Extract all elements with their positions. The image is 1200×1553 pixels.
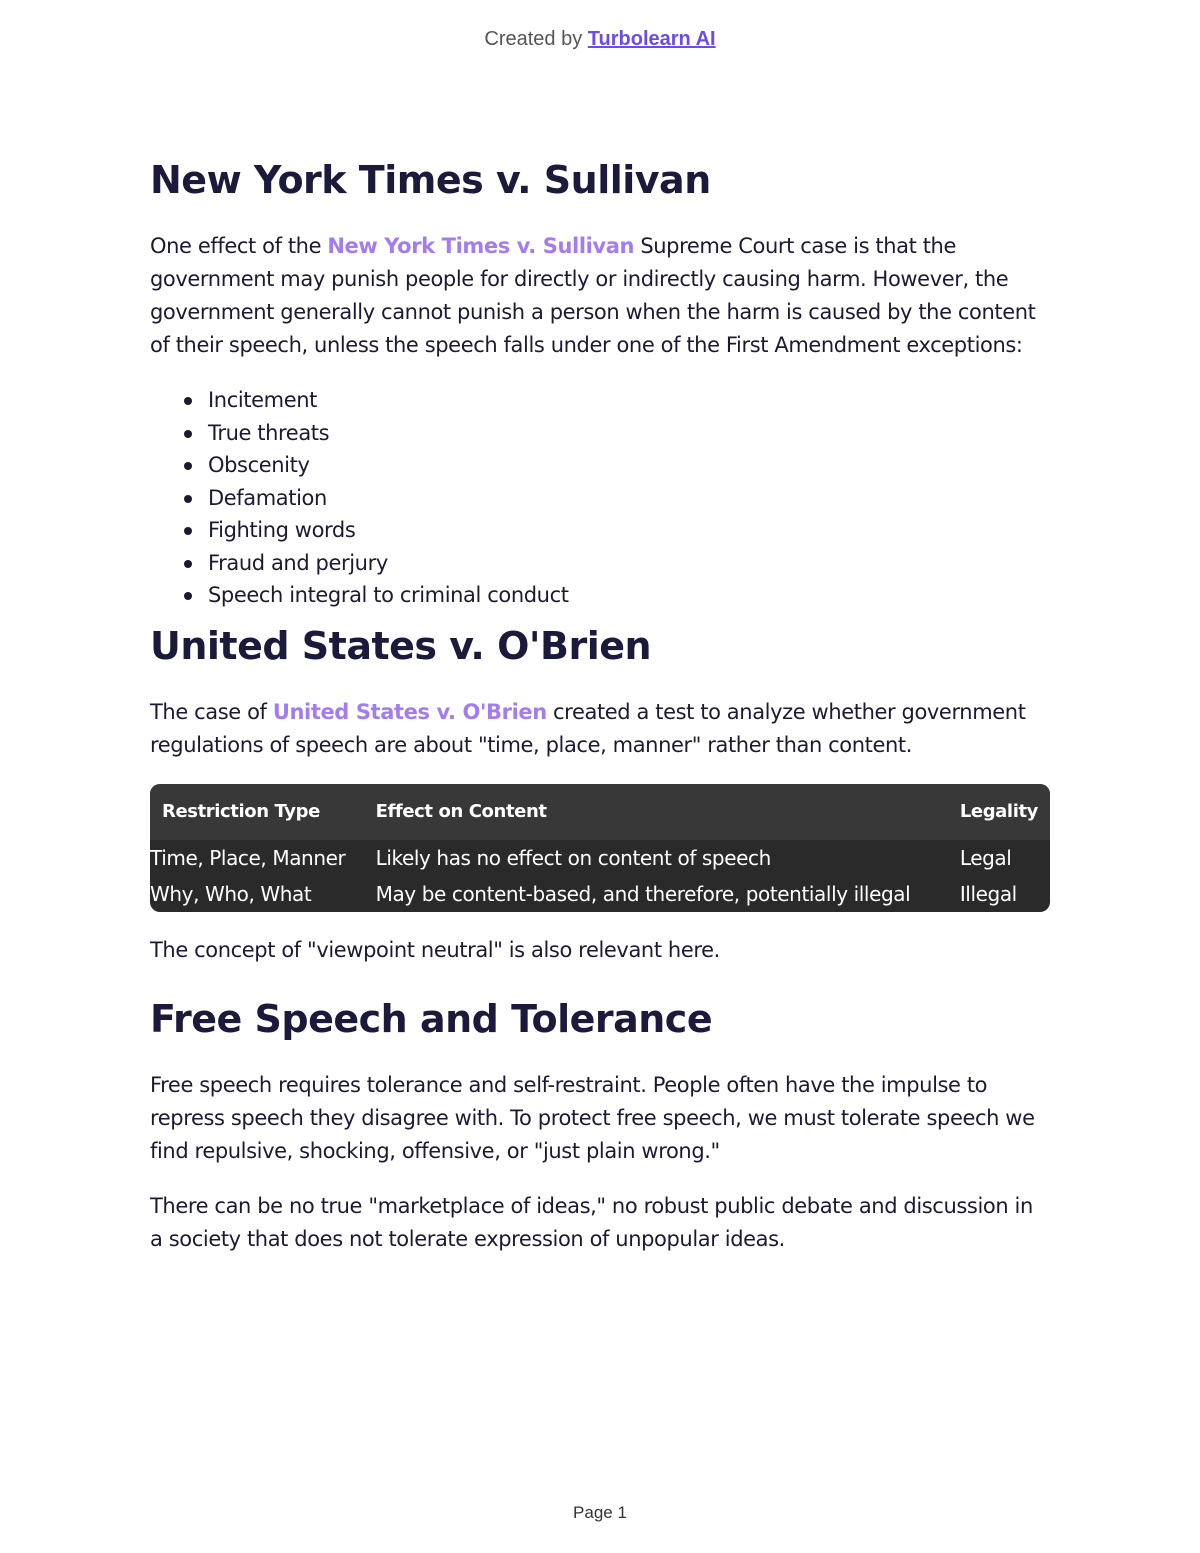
sullivan-text-before: One effect of the bbox=[150, 234, 328, 258]
list-item bbox=[208, 449, 1050, 482]
list-item-text: Obscenity bbox=[208, 453, 310, 477]
list-item bbox=[208, 547, 1050, 580]
bullet-icon bbox=[184, 592, 192, 600]
restriction-table bbox=[150, 784, 1050, 912]
bullet-icon bbox=[184, 397, 192, 405]
sullivan-text-after: Supreme Court case is that the government may punish people for directly or indirectly causing harm. However, the government generally cannot punish a person when the harm is caused by the content of their speech, unless the speech falls under one of the First Amendment exceptions: bbox=[150, 234, 1036, 357]
table-row bbox=[150, 876, 1050, 912]
header-restriction-type: Restriction Type bbox=[162, 801, 320, 822]
bullet-icon bbox=[184, 430, 192, 438]
section-title-tolerance: Free Speech and Tolerance bbox=[150, 996, 713, 1041]
obrien-highlight: United States v. O'Brien bbox=[272, 699, 547, 724]
list-item bbox=[208, 579, 1050, 612]
section-title-sullivan: New York Times v. Sullivan bbox=[150, 158, 711, 202]
page-header bbox=[0, 28, 1200, 51]
list-item-text: Incitement bbox=[208, 388, 317, 412]
bullet-icon bbox=[184, 462, 192, 470]
header-effect-on-content: Effect on Content bbox=[375, 801, 547, 822]
list-item-text: Defamation bbox=[208, 485, 327, 510]
obrien-text-before: The case of bbox=[150, 699, 273, 724]
tolerance-paragraph-2: There can be no true "marketplace of ideas," no robust public debate and discussion in a society that does not tolerate expression of unpopular ideas. bbox=[150, 1193, 1033, 1251]
list-item bbox=[208, 514, 1050, 547]
table-cell: Illegal bbox=[959, 881, 1017, 906]
exceptions-list bbox=[150, 384, 1050, 612]
bullet-icon bbox=[184, 495, 192, 503]
sullivan-highlight: New York Times v. Sullivan bbox=[327, 234, 635, 258]
page-number: Page 1 bbox=[573, 1503, 627, 1522]
list-item-text: Fraud and perjury bbox=[208, 550, 388, 575]
table-header-row bbox=[150, 784, 1050, 840]
obrien-paragraph bbox=[150, 696, 1050, 762]
header-prefix: Created by bbox=[484, 28, 583, 50]
table-cell: Why, Who, What bbox=[150, 881, 312, 906]
document-body bbox=[150, 150, 1050, 1256]
list-item bbox=[208, 384, 1050, 417]
obrien-text-after: created a test to analyze whether government regulations of speech are about "time, place, manner" rather than content. bbox=[150, 699, 1026, 757]
section-title-obrien: United States v. O'Brien bbox=[150, 623, 652, 668]
table-cell: Time, Place, Manner bbox=[150, 845, 346, 870]
table-cell: Legal bbox=[959, 845, 1012, 870]
table-row bbox=[150, 840, 1050, 876]
list-item-text: True threats bbox=[208, 420, 330, 445]
bullet-icon bbox=[184, 527, 192, 535]
sullivan-paragraph bbox=[150, 230, 1050, 362]
table-cell: May be content-based, and therefore, potentially illegal bbox=[375, 881, 911, 906]
list-item-text: Fighting words bbox=[208, 518, 356, 542]
list-item bbox=[208, 417, 1050, 450]
viewpoint-note: The concept of "viewpoint neutral" is also relevant here. bbox=[150, 937, 720, 962]
tolerance-paragraph-1: Free speech requires tolerance and self-restraint. People often have the impulse to repress speech they disagree with. To protect free speech, we must tolerate speech we find repulsive, shocking, offensive, or "just plain wrong." bbox=[150, 1072, 1035, 1163]
list-item bbox=[208, 482, 1050, 515]
table-cell: Likely has no effect on content of speech bbox=[375, 845, 771, 870]
header-legality: Legality bbox=[959, 801, 1038, 822]
bullet-icon bbox=[184, 560, 192, 568]
list-item-text: Speech integral to criminal conduct bbox=[208, 583, 569, 607]
turbolearn-link[interactable]: Turbolearn AI bbox=[587, 28, 716, 50]
